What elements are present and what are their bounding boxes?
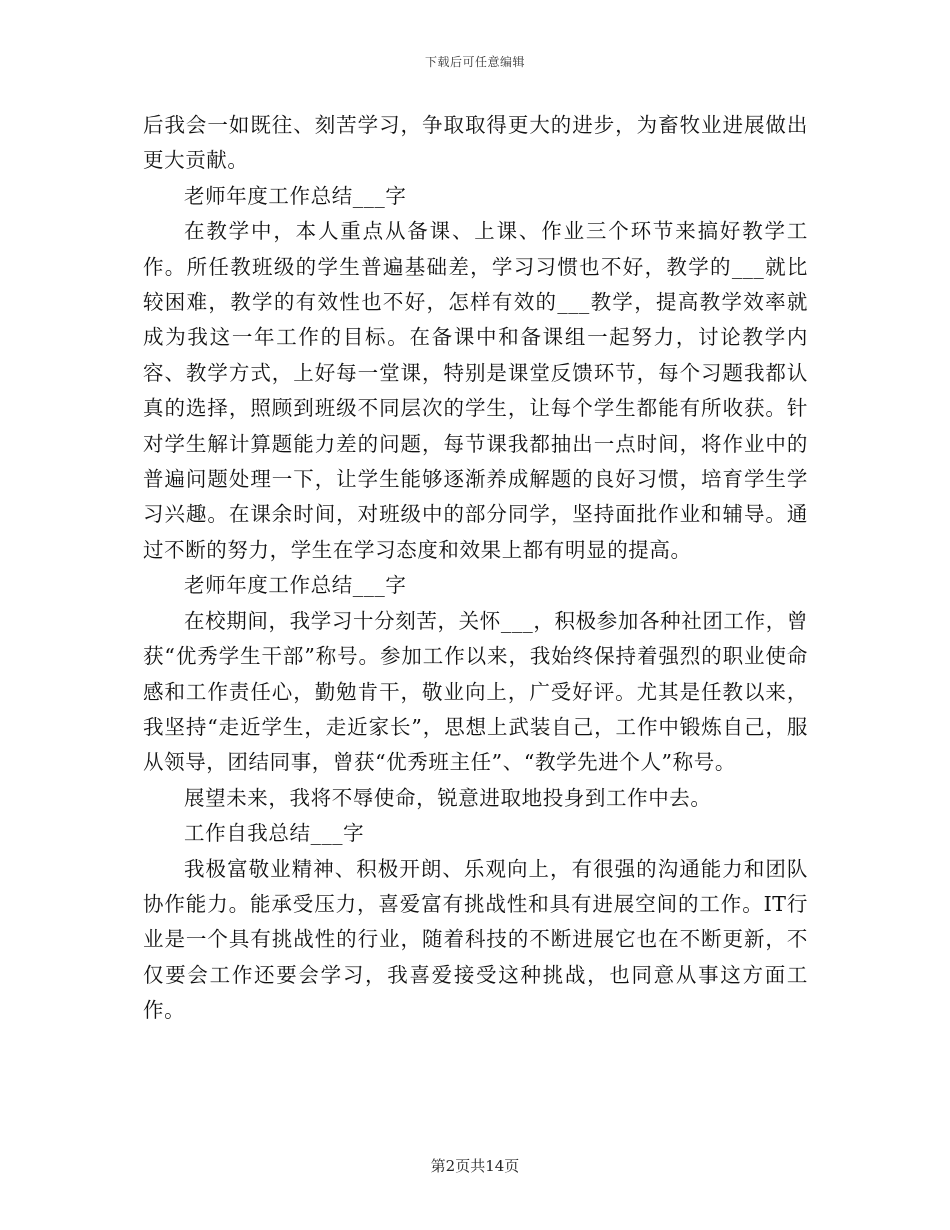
paragraph-school-period: 在校期间，我学习十分刻苦，关怀___，积极参加各种社团工作，曾获“优秀学生干部”称号。参加工作以来，我始终保持着强烈的职业使命感和工作责任心，勤勉肯干，敬业向上，广受好评。尤其是任教以来，我坚持“走近学生，走近家长”，思想上武装自己，工作中锻炼自己，服从领导，团结同事，曾获“优秀班主任”、“教学先进个人”称号。	[143, 608, 808, 775]
document-body	[143, 108, 808, 1029]
section-heading-teacher-summary-1: 老师年度工作总结___字	[184, 183, 407, 208]
paragraph-teaching: 在教学中，本人重点从备课、上课、作业三个环节来搞好教学工作。所任教班级的学生普遍基础差，学习习惯也不好，教学的___就比较困难，教学的有效性也不好，怎样有效的___教学，提高教学效率就成为我这一年工作的目标。在备课中和备课组一起努力，讨论教学内容、教学方式，上好每一堂课，特别是课堂反馈环节，每个习题我都认真的选择，照顾到班级不同层次的学生，让每个学生都能有所收获。针对学生解计算题能力差的问题，每节课我都抽出一点时间，将作业中的普遍问题处理一下，让学生能够逐渐养成解题的良好习惯，培育学生学习兴趣。在课余时间，对班级中的部分同学，坚持面批作业和辅导。通过不断的努力，学生在学习态度和效果上都有明显的提高。	[143, 219, 808, 562]
paragraph-outlook: 展望未来，我将不辱使命，锐意进取地投身到工作中去。	[184, 785, 712, 810]
paragraph-self-summary: 我极富敬业精神、积极开朗、乐观向上，有很强的沟通能力和团队协作能力。能承受压力，喜爱富有挑战性和具有进展空间的工作。IT行业是一个具有挑战性的行业，随着科技的不断进展它也在不断更新，不仅要会工作还要会学习，我喜爱接受这种挑战，也同意从事这方面工作。	[143, 856, 808, 1023]
paragraph-continuation: 后我会一如既往、刻苦学习，争取取得更大的进步，为畜牧业进展做出更大贡献。	[143, 113, 808, 173]
page-number: 第2页共14页	[430, 1157, 520, 1175]
page-header: 下载后可任意编辑	[424, 55, 525, 69]
section-heading-teacher-summary-2: 老师年度工作总结___字	[184, 573, 407, 598]
section-heading-self-summary: 工作自我总结___字	[184, 821, 365, 846]
